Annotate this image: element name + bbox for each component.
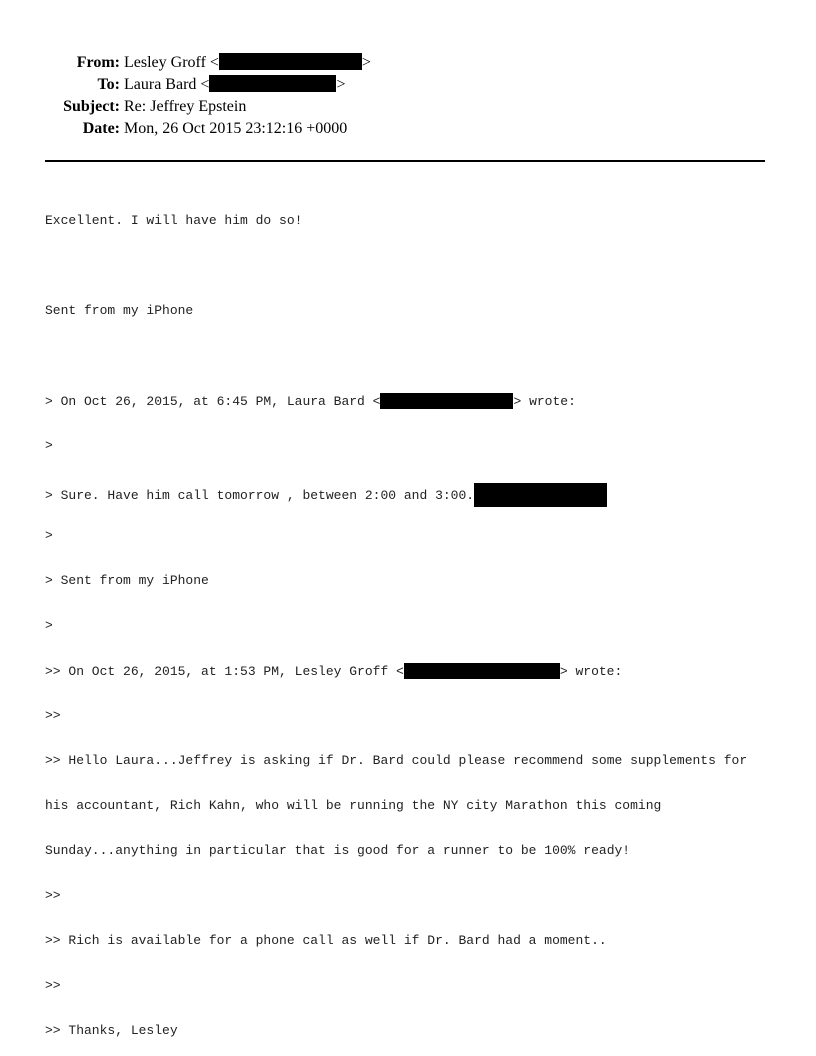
to-value: [124, 74, 345, 96]
email-header: [0, 52, 816, 140]
quoted-text: > Sure. Have him call tomorrow , between 2:00 and 3:00.: [45, 488, 475, 503]
quoted-line: >> Rich is available for a phone call as well if Dr. Bard had a moment..: [45, 933, 607, 948]
quoted-line: >>: [45, 978, 61, 993]
date-label: Date:: [82, 120, 120, 137]
quoted-line: >>: [45, 888, 61, 903]
quoted-line: his accountant, Rich Kahn, who will be running the NY city Marathon this coming: [45, 798, 662, 813]
to-close: >: [336, 76, 346, 93]
body-line: Sent from my iPhone: [45, 303, 194, 318]
to-name: Laura Bard <: [124, 76, 210, 93]
redaction-block: [474, 483, 607, 507]
quoted-text: > wrote:: [513, 394, 576, 409]
from-value: [124, 52, 371, 74]
quoted-line: >> Thanks, Lesley: [45, 1023, 178, 1038]
to-row: [0, 74, 816, 96]
redaction-block: [404, 663, 560, 679]
quoted-line: [45, 663, 775, 678]
quoted-line: >> Hello Laura...Jeffrey is asking if Dr. Bard could please recommend some supplements for: [45, 753, 748, 768]
quoted-line: [45, 393, 775, 408]
subject-value: Re: Jeffrey Epstein: [124, 98, 247, 115]
quoted-line: > Sent from my iPhone: [45, 573, 209, 588]
redaction-block: [380, 393, 513, 409]
quoted-text: > wrote:: [559, 664, 623, 679]
quoted-text: > On Oct 26, 2015, at 6:45 PM, Laura Bard <: [45, 394, 381, 409]
quoted-line: [45, 483, 775, 503]
quoted-line: >: [45, 618, 53, 633]
from-label: From:: [76, 54, 120, 71]
from-row: [0, 52, 816, 74]
date-row: [0, 118, 816, 140]
quoted-text: >> On Oct 26, 2015, at 1:53 PM, Lesley Groff <: [45, 664, 404, 679]
header-divider: [45, 160, 765, 162]
subject-label: Subject:: [63, 98, 120, 115]
email-body: [45, 183, 775, 1053]
quoted-line: >: [45, 528, 53, 543]
body-line: Excellent. I will have him do so!: [45, 213, 303, 228]
from-name: Lesley Groff <: [124, 54, 219, 71]
subject-row: [0, 96, 816, 118]
quoted-line: Sunday...anything in particular that is good for a runner to be 100% ready!: [45, 843, 631, 858]
redaction-block: [209, 75, 336, 92]
redaction-block: [219, 53, 362, 70]
quoted-line: >: [45, 438, 53, 453]
date-value: Mon, 26 Oct 2015 23:12:16 +0000: [124, 120, 348, 137]
to-label: To:: [97, 76, 120, 93]
quoted-line: >>: [45, 708, 61, 723]
from-close: >: [361, 54, 371, 71]
